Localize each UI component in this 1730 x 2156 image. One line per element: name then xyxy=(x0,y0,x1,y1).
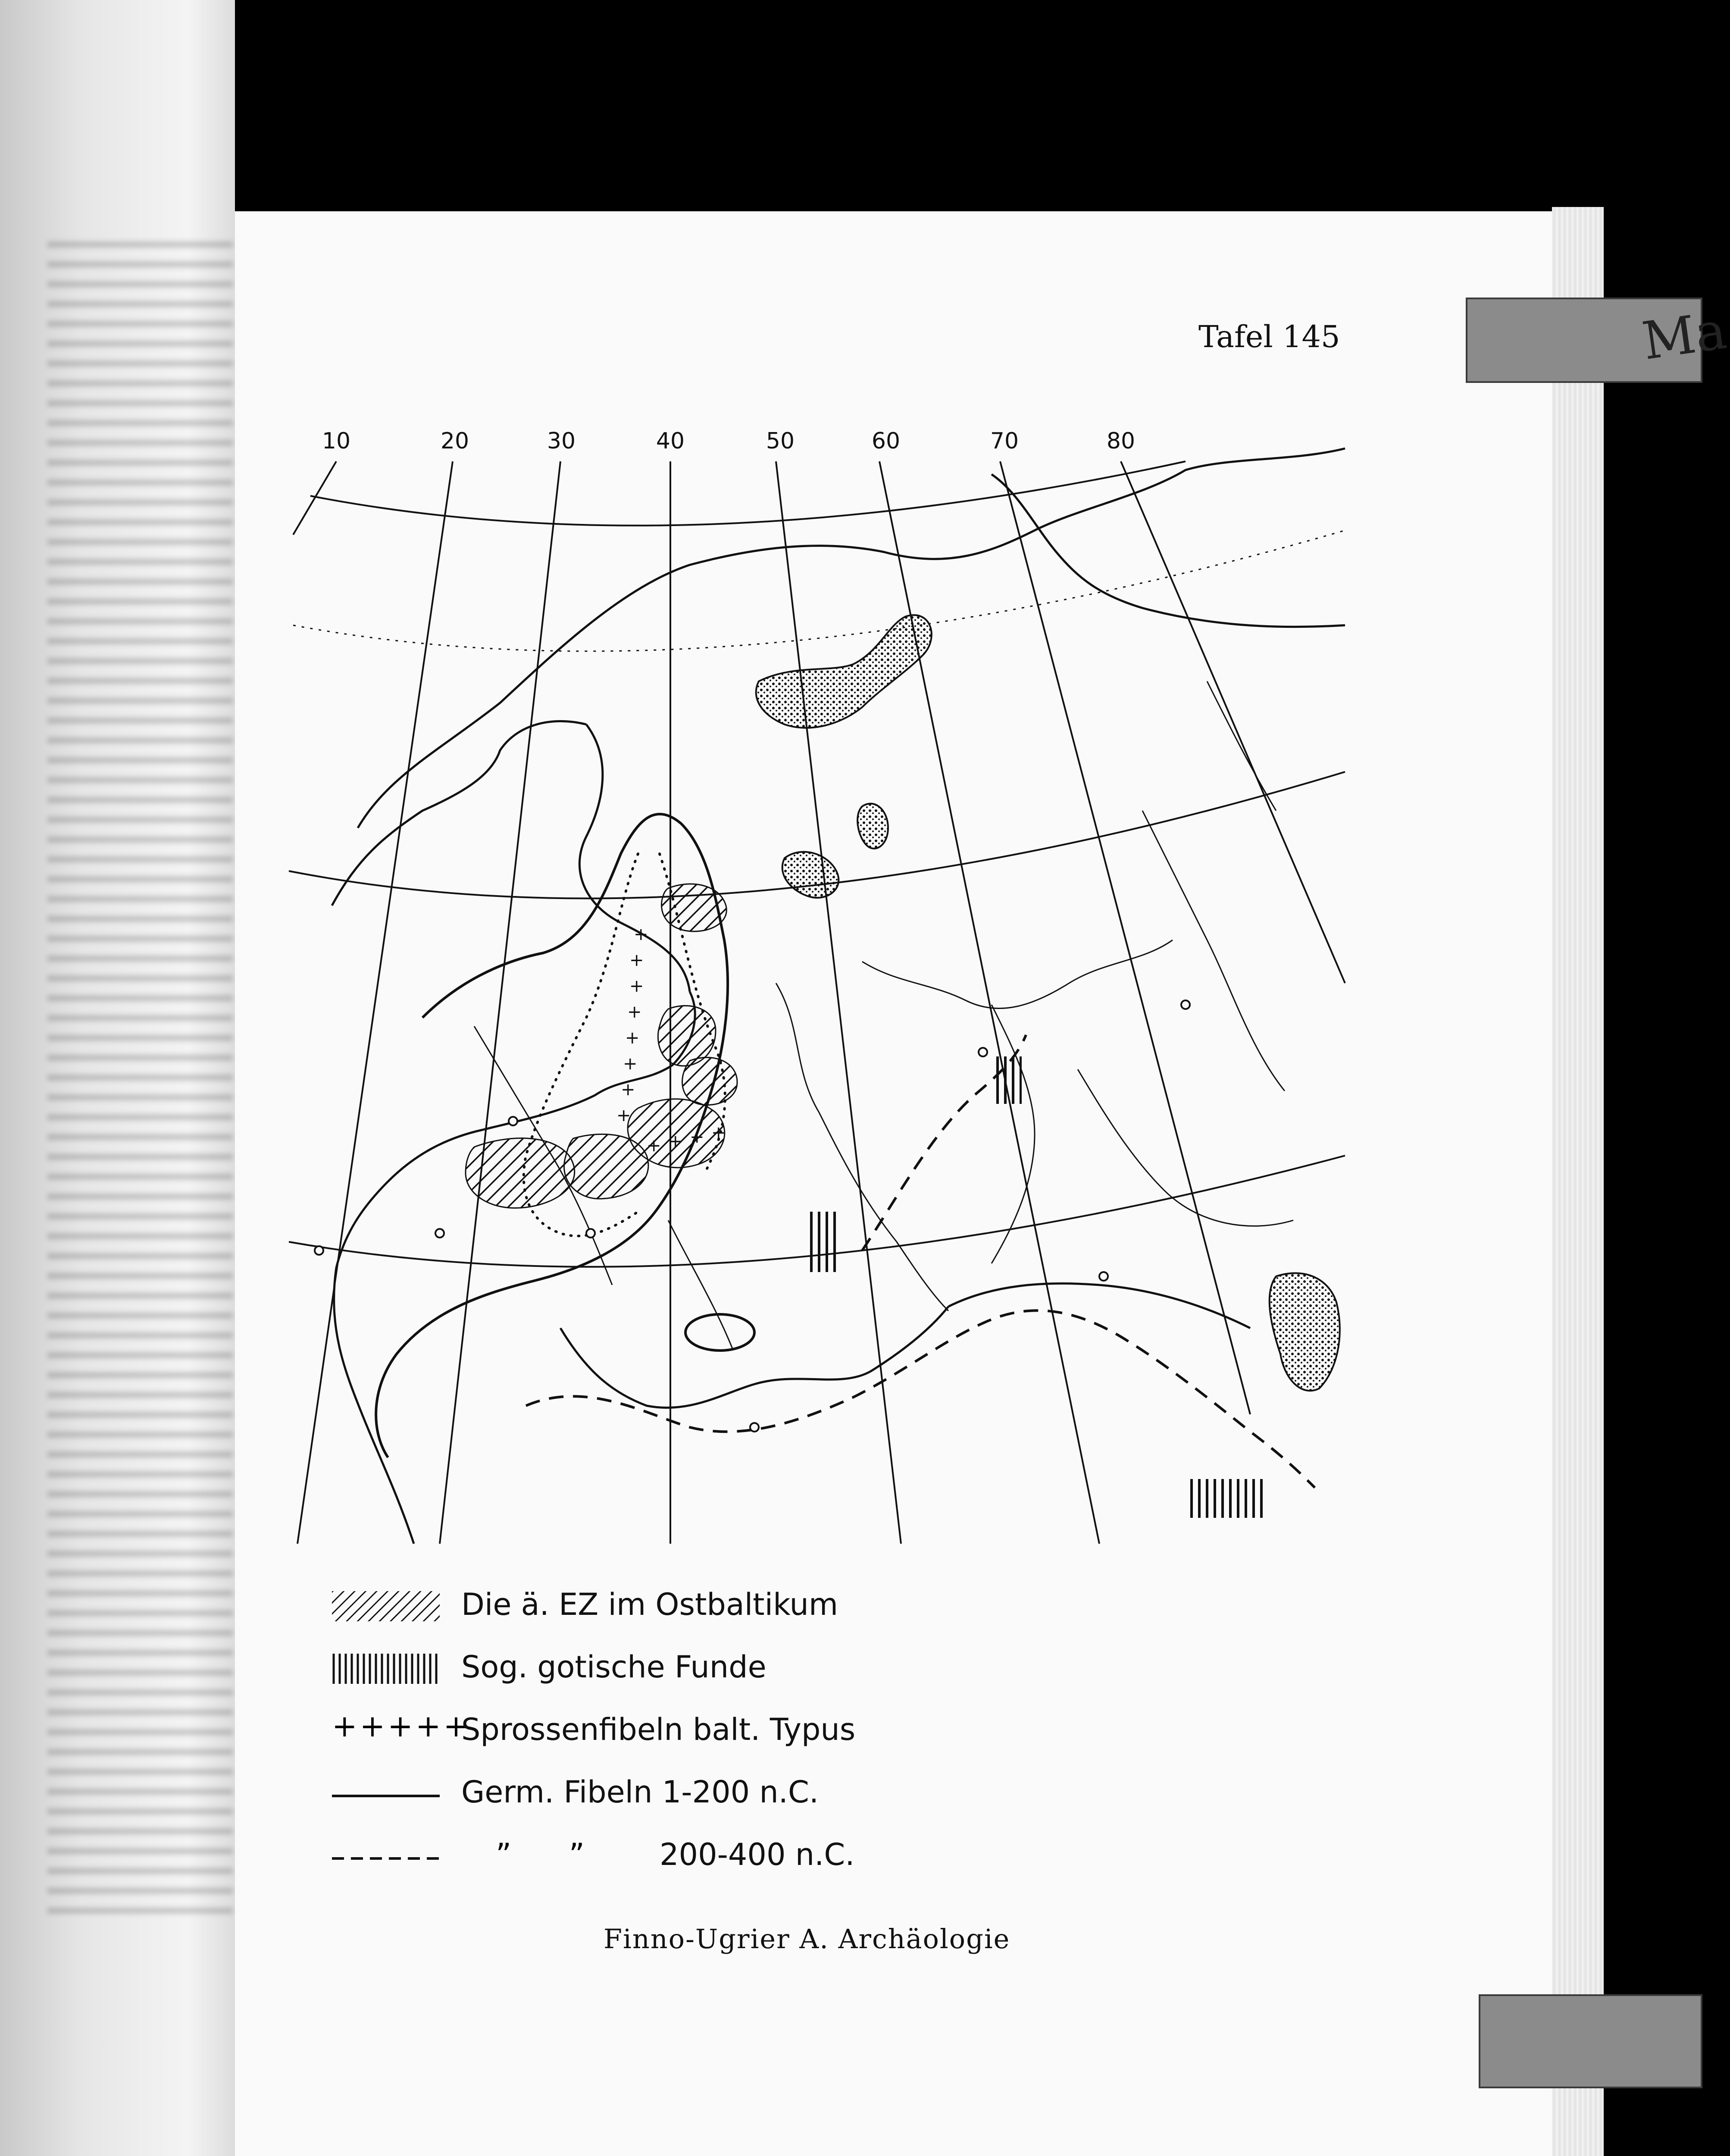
lake-onega xyxy=(857,804,888,849)
site-markers xyxy=(315,1000,1190,1432)
diagonal-hatch-icon xyxy=(332,1591,440,1621)
caspian-sea xyxy=(1270,1273,1340,1391)
lon-label-50: 50 xyxy=(766,428,795,454)
legend-label-dashed: 200-400 n.C. xyxy=(660,1837,855,1872)
lon-label-80: 80 xyxy=(1106,428,1136,454)
legend-ditto-marks: ” ” xyxy=(496,1837,585,1872)
rivers xyxy=(474,681,1293,1350)
dashed-line-200-400 xyxy=(526,1310,1315,1488)
cross-line-icon: +++++ xyxy=(332,1708,472,1744)
svg-text:+: + xyxy=(690,1127,704,1147)
vhatch-gothic-1 xyxy=(806,1212,841,1272)
lon-label-10: 10 xyxy=(322,428,351,454)
legend-label-solid: Germ. Fibeln 1-200 n.C. xyxy=(461,1774,819,1810)
legend-label-diagonal: Die ä. EZ im Ostbaltikum xyxy=(461,1587,838,1622)
svg-text:+: + xyxy=(668,1131,683,1151)
svg-text:+: + xyxy=(627,1002,642,1022)
hatch-ostbaltikum-3 xyxy=(564,1134,648,1199)
tab-label: Ma xyxy=(1639,301,1730,372)
svg-text:+: + xyxy=(616,1106,631,1125)
white-sea xyxy=(756,615,932,727)
lon-label-20: 20 xyxy=(440,428,469,454)
bookmark-tab-bottom xyxy=(1479,1994,1702,2088)
plate-caption: Finno-Ugrier A. Archäologie xyxy=(604,1923,1010,1955)
lon-label-60: 60 xyxy=(871,428,901,454)
svg-text:+: + xyxy=(711,1123,726,1143)
lon-label-30: 30 xyxy=(547,428,576,454)
svg-text:+: + xyxy=(629,976,644,996)
svg-text:+: + xyxy=(625,1028,640,1048)
lake-ladoga xyxy=(782,852,839,898)
left-page xyxy=(0,0,235,2156)
page-edge xyxy=(1552,207,1604,2156)
vhatch-gothic-3 xyxy=(1190,1479,1263,1518)
legend-label-vertical: Sog. gotische Funde xyxy=(461,1649,766,1685)
lon-label-40: 40 xyxy=(656,428,685,454)
svg-text:+: + xyxy=(623,1054,638,1074)
legend-label-cross: Sprossenfibeln balt. Typus xyxy=(461,1712,856,1747)
vhatch-gothic-2 xyxy=(992,1056,1022,1104)
solid-line-icon xyxy=(332,1779,440,1809)
hatch-ostbaltikum-2 xyxy=(466,1138,575,1208)
svg-text:+: + xyxy=(629,950,644,970)
plate-title: Tafel 145 xyxy=(1198,319,1340,354)
lon-label-70: 70 xyxy=(990,428,1019,454)
svg-text:+: + xyxy=(634,924,648,944)
vertical-hatch-icon xyxy=(332,1654,440,1684)
dashed-line-icon xyxy=(332,1841,440,1871)
svg-text:+: + xyxy=(647,1136,661,1156)
left-page-text-blur xyxy=(47,241,233,1923)
map xyxy=(259,423,1345,1552)
svg-text:+: + xyxy=(621,1080,635,1100)
